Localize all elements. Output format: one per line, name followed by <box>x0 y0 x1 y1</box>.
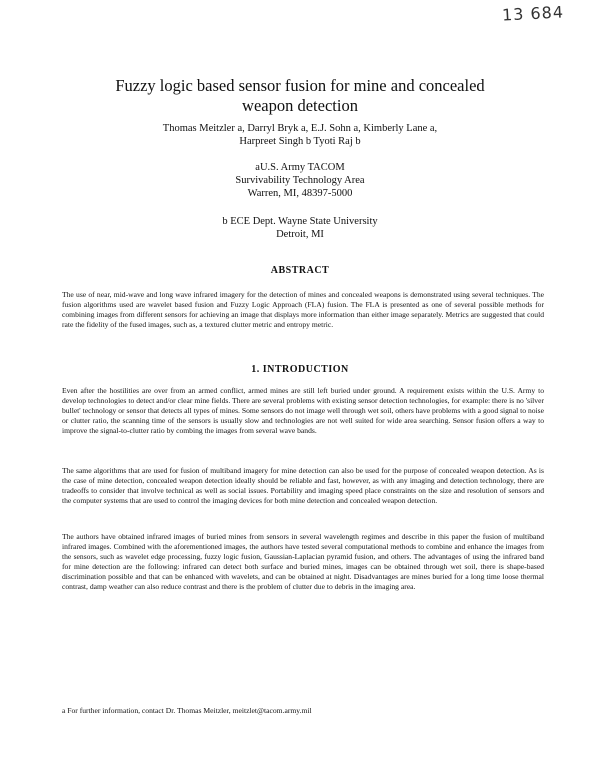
abstract-text: The use of near, mid-wave and long wave infrared imagery for the detection of mines and concealed weapons is demonstrated using several techniques. The fusion algorithms used are wavelet based fusion and Fuzzy Logic Approach (FLA) fusion. The FLA is presented as one of several possible methods for combining images from different sensors for achieving an image that displays more information than either image separately. Metrics are suggested that could rate the fidelity of the fused images, such as, a textured clutter metric and entropy metric. <box>62 290 544 329</box>
affiliation-a-line-2: Survivability Technology Area <box>235 175 365 186</box>
author-list <box>60 122 540 148</box>
affiliation-a-line-3: Warren, MI, 48397-5000 <box>247 188 353 199</box>
authors-line-1: Thomas Meitzler a, Darryl Bryk a, E.J. Sohn a, Kimberly Lane a, <box>162 123 438 134</box>
paper-title: Fuzzy logic based sensor fusion for mine and concealed weapon detection <box>115 76 485 115</box>
contact-footnote: a For further information, contact Dr. Thomas Meitzler, meitzlet@tacom.army.mil <box>62 706 312 715</box>
affiliation-a-line-1: aU.S. Army TACOM <box>255 162 345 173</box>
affiliation-a <box>150 161 450 200</box>
affiliation-b-line-1: b ECE Dept. Wayne State University <box>222 216 378 227</box>
abstract-heading: ABSTRACT <box>270 265 330 276</box>
authors-line-2: Harpreet Singh b Tyoti Raj b <box>239 136 361 147</box>
affiliation-b <box>150 215 450 241</box>
handwritten-annotation: 13 684 <box>501 2 565 25</box>
introduction-paragraph-3: The authors have obtained infrared images of buried mines from sensors in several wavelength regimes and describe in this paper the fusion of multiband infrared images. Combined with the aforementioned images, the authors have tested several computational methods to combine and enhance the images from the sensors, such as wavelet edge processing, fuzzy logic fusion, Gaussian-Laplacian pyramid fusion, and others. The advantages of using the infrared band for mine detection are the following: infrared can detect both surface and buried mines, images can be obtained through wet soil, there is shape-based discrimination possible and that can be enhanced with wavelets, and can be obtained at night. Disadvantages are mines buried for a long time loose thermal contrast, damp weather can also reduce contrast and there is the problem of clutter due to debris in the imaging area. <box>62 532 544 591</box>
introduction-heading: 1. INTRODUCTION <box>251 364 349 375</box>
affiliation-b-line-2: Detroit, MI <box>276 229 324 240</box>
introduction-paragraph-1: Even after the hostilities are over from an armed conflict, armed mines are still left buried under ground. A requirement exists within the U.S. Army to develop technologies to detect and/or clear mine fields. There are several problems with existing sensor detection technologies, for example: there is no 'silver bullet' technology or sensor that detects all types of mines. Some sensors do not image well through wet soil, others have problems with a good signal to noise or clutter ratio, the scanning time of the sensors is usually slow and technologies are not well suited for wide area searching. Sensor fusion offers a way to improve the signal-to-clutter ratio by combing the images from several wave bands. <box>62 386 544 435</box>
introduction-paragraph-2: The same algorithms that are used for fusion of multiband imagery for mine detection can also be used for the purpose of concealed weapon detection. As is the case of mine detection, concealed weapon detection ideally should be reliable and fast, however, as with any imaging and detection technology, there are tradeoffs to consider that involve technical as well as social issues. Portability and imaging speed place constraints on the size and resolution of sensors and the computer systems that are used to control the imaging devices for both mine detection and concealed weapon detection. <box>62 466 544 505</box>
